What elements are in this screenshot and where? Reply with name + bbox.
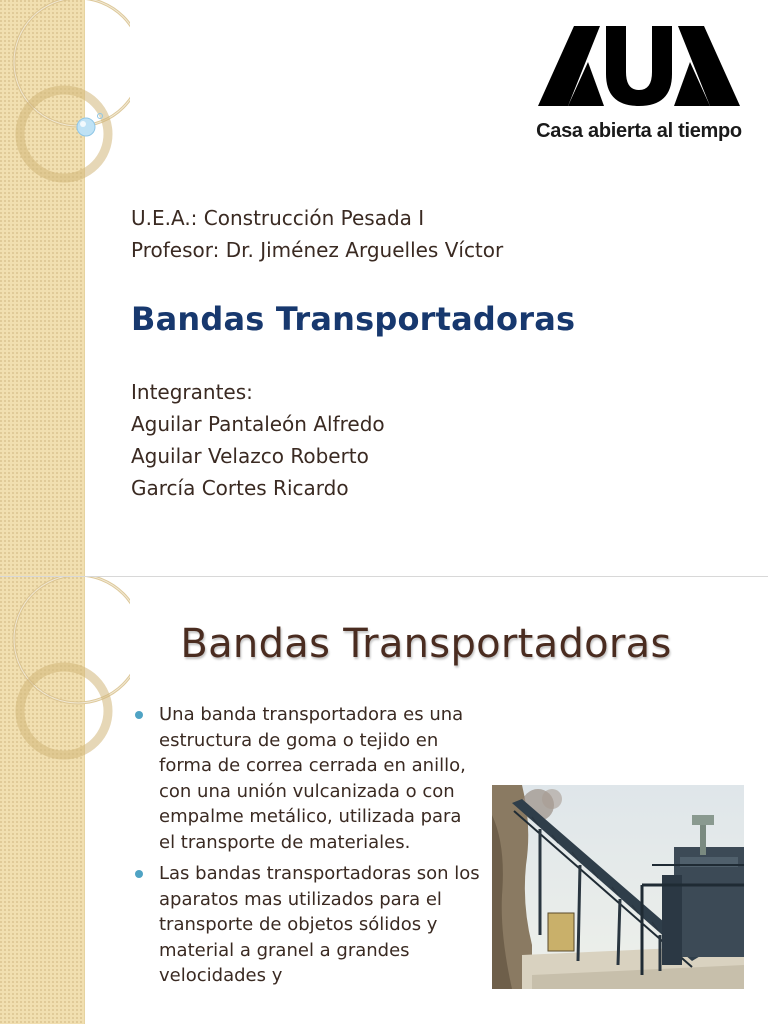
logo-caption: Casa abierta al tiempo <box>536 120 742 142</box>
decorative-rings-icon <box>0 0 130 200</box>
bullet-text: Las bandas transportadoras son los aparatos mas utilizados para el transporte de objetos sólidos y material a granel a grandes velocidades y <box>159 863 480 986</box>
course-line: U.E.A.: Construcción Pesada I <box>131 206 425 230</box>
bullet-icon <box>135 870 143 878</box>
bullet-item <box>132 702 482 855</box>
slide-title: Bandas Transportadoras <box>131 300 576 338</box>
professor-line: Profesor: Dr. Jiménez Arguelles Víctor <box>131 238 504 262</box>
content-slide <box>0 577 768 1024</box>
conveyor-photo <box>492 785 744 989</box>
member-name: Aguilar Velazco Roberto <box>131 444 369 468</box>
member-name: Aguilar Pantaleón Alfredo <box>131 412 385 436</box>
uam-logo <box>528 22 750 142</box>
member-name: García Cortes Ricardo <box>131 476 349 500</box>
conveyor-belt-photo-icon <box>492 785 744 989</box>
bullet-icon <box>135 711 143 719</box>
bullet-text: Una banda transportadora es una estructura de goma o tejido en forma de correa cerrada en anillo, con una unión vulcanizada o con empalme metálico, utilizada para el transporte de materiales. <box>159 704 466 853</box>
members-block <box>131 376 385 504</box>
bullet-item <box>132 861 482 989</box>
decorative-rings-icon <box>0 577 130 777</box>
uam-logo-icon <box>528 22 750 112</box>
course-info <box>131 202 503 266</box>
bullet-list <box>132 702 482 995</box>
members-heading: Integrantes: <box>131 380 253 404</box>
slide-title: Bandas Transportadoras <box>180 621 672 667</box>
